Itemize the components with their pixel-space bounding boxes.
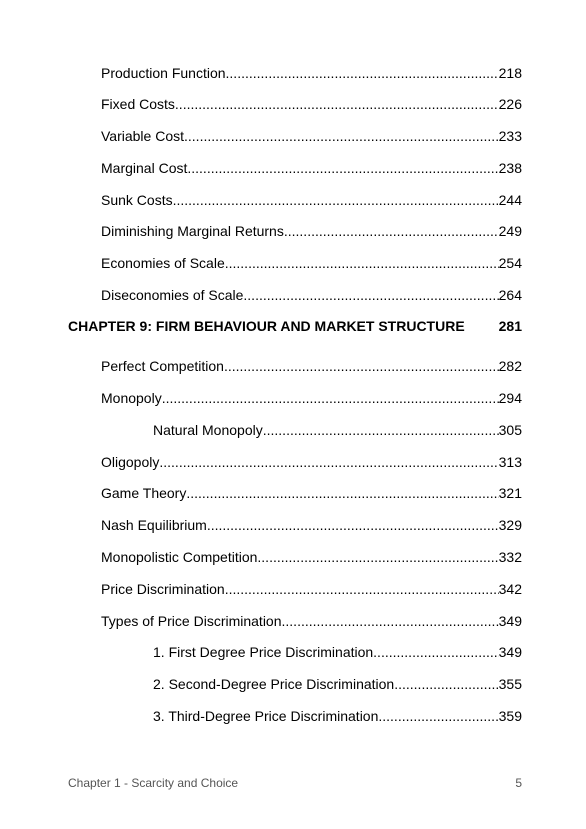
toc-entry-title: Nash Equilibrium: [101, 517, 207, 533]
toc-entry[interactable]: [101, 222, 522, 240]
toc-entry-title: Production Function: [101, 65, 226, 81]
toc-entry[interactable]: [101, 453, 522, 471]
toc-entry-title: Sunk Costs: [101, 192, 173, 208]
toc-entry-page: 226: [498, 96, 522, 112]
toc-entry-title: Types of Price Discrimination: [101, 613, 282, 629]
toc-entry-title: Diseconomies of Scale: [101, 287, 244, 303]
dot-leader: [175, 95, 499, 113]
toc-entry-page: 342: [498, 581, 522, 597]
toc-entry-title: Monopolistic Competition: [101, 549, 258, 565]
toc-entry[interactable]: [101, 64, 522, 82]
dot-leader: [257, 548, 498, 566]
dot-leader: [186, 484, 498, 502]
toc-entry-title: 3. Third-Degree Price Discrimination: [153, 708, 379, 724]
toc-entry-page: 359: [498, 708, 522, 724]
toc-entry-page: 233: [498, 128, 522, 144]
toc-entry[interactable]: [101, 254, 522, 272]
toc-entry[interactable]: [101, 159, 522, 177]
toc-entry-title: Natural Monopoly: [153, 422, 263, 438]
dot-leader: [225, 254, 499, 272]
dot-leader: [159, 453, 498, 471]
toc-entry-page: 305: [498, 422, 522, 438]
toc-entry-title: Game Theory: [101, 485, 187, 501]
toc-entry[interactable]: [101, 612, 522, 630]
dot-leader: [226, 64, 499, 82]
toc-entry[interactable]: [101, 484, 522, 502]
chapter-title: CHAPTER 9: FIRM BEHAVIOUR AND MARKET STRUCTURE: [68, 318, 465, 334]
toc-subentry[interactable]: [153, 421, 522, 439]
toc-entry-page: 313: [498, 454, 522, 470]
toc-entry-page: 294: [498, 390, 522, 406]
dot-leader: [224, 357, 499, 375]
toc-entry[interactable]: [101, 127, 522, 145]
toc-entry[interactable]: [101, 516, 522, 534]
toc-entry[interactable]: [101, 580, 522, 598]
toc-entry-page: 329: [498, 517, 522, 533]
toc-entry-title: 2. Second-Degree Price Discrimination: [153, 676, 395, 692]
dot-leader: [187, 159, 498, 177]
toc-entry-title: Fixed Costs: [101, 96, 175, 112]
page-footer: [68, 776, 522, 790]
dot-leader: [378, 707, 498, 725]
chapter-page: 281: [498, 318, 522, 334]
footer-page-number: 5: [515, 776, 522, 790]
toc-subentry[interactable]: [153, 675, 522, 693]
dot-leader: [373, 643, 498, 661]
dot-leader: [162, 389, 499, 407]
toc-entry-title: Economies of Scale: [101, 255, 225, 271]
toc-entry[interactable]: [101, 548, 522, 566]
toc-entry-title: Monopoly: [101, 390, 162, 406]
dot-leader: [184, 127, 499, 145]
toc-entry-page: 349: [498, 613, 522, 629]
dot-leader: [263, 421, 499, 439]
toc-entry-page: 254: [498, 255, 522, 271]
toc-entry-title: Oligopoly: [101, 454, 160, 470]
toc-entry-page: 355: [498, 676, 522, 692]
toc-entry-page: 249: [498, 223, 522, 239]
toc-entry[interactable]: [101, 286, 522, 304]
toc-entry-title: Marginal Cost: [101, 160, 188, 176]
toc-entry-page: 282: [498, 358, 522, 374]
toc-entry[interactable]: [101, 95, 522, 113]
dot-leader: [394, 675, 498, 693]
toc-entry-title: Perfect Competition: [101, 358, 224, 374]
toc-entry-page: 218: [498, 65, 522, 81]
toc-entry-title: Variable Cost: [101, 128, 185, 144]
dot-leader: [284, 222, 499, 240]
toc-entry-page: 349: [498, 644, 522, 660]
toc-entry[interactable]: [101, 357, 522, 375]
toc-entry[interactable]: [101, 389, 522, 407]
dot-leader: [207, 516, 499, 534]
toc-subentry[interactable]: [153, 707, 522, 725]
toc-entry[interactable]: [101, 191, 522, 209]
toc-entry-page: 264: [498, 287, 522, 303]
dot-leader: [243, 286, 498, 304]
dot-leader: [173, 191, 499, 209]
dot-leader: [282, 612, 499, 630]
toc-entry-title: Price Discrimination: [101, 581, 225, 597]
toc-entry-page: 332: [498, 549, 522, 565]
toc-entry-page: 244: [498, 192, 522, 208]
dot-leader: [225, 580, 499, 598]
toc-entry-page: 321: [498, 485, 522, 501]
toc-entry-title: Diminishing Marginal Returns: [101, 223, 284, 239]
toc-subentry[interactable]: [153, 643, 522, 661]
toc-entry-title: 1. First Degree Price Discrimination: [153, 644, 374, 660]
toc-chapter-heading[interactable]: [68, 317, 522, 335]
toc-entry-page: 238: [498, 160, 522, 176]
footer-chapter-label: Chapter 1 - Scarcity and Choice: [68, 776, 239, 790]
